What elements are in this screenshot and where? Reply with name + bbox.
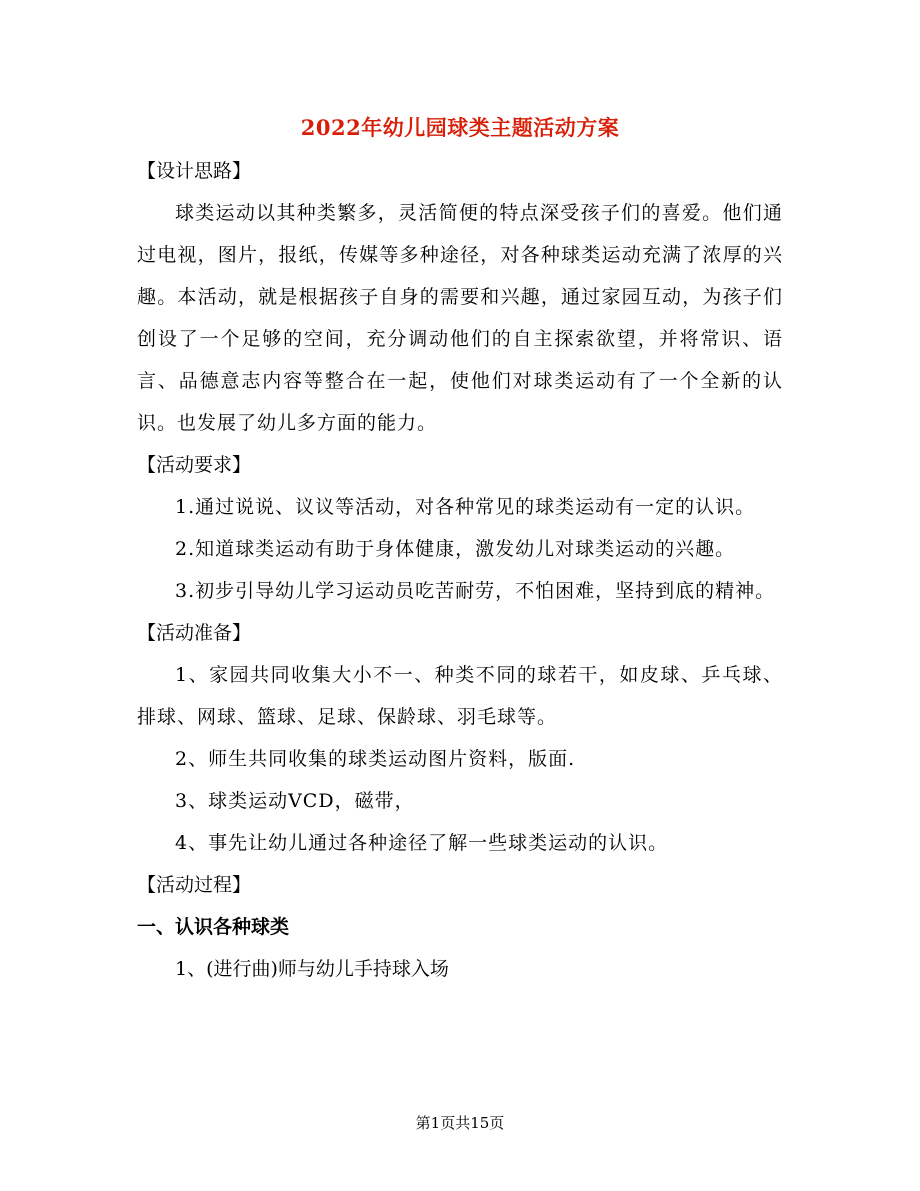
preparation-item-2: 2、师生共同收集的球类运动图片资料，版面. (175, 748, 576, 770)
preparation-item-4: 4、事先让幼儿通过各种途径了解一些球类运动的认识。 (175, 832, 669, 854)
design-paragraph: 球类运动以其种类繁多，灵活简便的特点深受孩子们的喜爱。他们通过电视，图片，报纸，传媒等多种途径，对各种球类运动充满了浓厚的兴趣。本活动，就是根据孩子自身的需要和兴趣，通过家园互动，为孩子们创设了一个足够的空间，充分调动他们的自主探索欲望，并将常识、语言、品德意志内容等整合在一起，使他们对球类运动有了一个全新的认识。也发展了幼儿多方面的能力。 (137, 202, 783, 434)
preparation-heading: 【活动准备】 (137, 622, 252, 644)
process-subheading: 一、认识各种球类 (137, 916, 290, 938)
requirement-item-2: 2.知道球类运动有助于身体健康，激发幼儿对球类运动的兴趣。 (175, 538, 736, 560)
document-body (137, 150, 783, 990)
process-item-1: 1、(进行曲)师与幼儿手持球入场 (175, 958, 449, 980)
preparation-item-3: 3、球类运动VCD，磁带， (175, 790, 415, 812)
design-heading: 【设计思路】 (137, 160, 252, 182)
requirement-item-1: 1.通过说说、议议等活动，对各种常见的球类运动有一定的认识。 (175, 496, 756, 518)
requirements-heading: 【活动要求】 (137, 454, 252, 476)
document-title: 2022年幼儿园球类主题活动方案 (300, 115, 620, 140)
process-heading: 【活动过程】 (137, 874, 252, 896)
page-footer: 第1页共15页 (415, 1114, 505, 1132)
requirement-item-3: 3.初步引导幼儿学习运动员吃苦耐劳，不怕困难，坚持到底的精神。 (175, 580, 776, 602)
preparation-item-1: 1、家园共同收集大小不一、种类不同的球若干，如皮球、乒乓球、排球、网球、篮球、足球、保龄球、羽毛球等。 (137, 664, 783, 728)
